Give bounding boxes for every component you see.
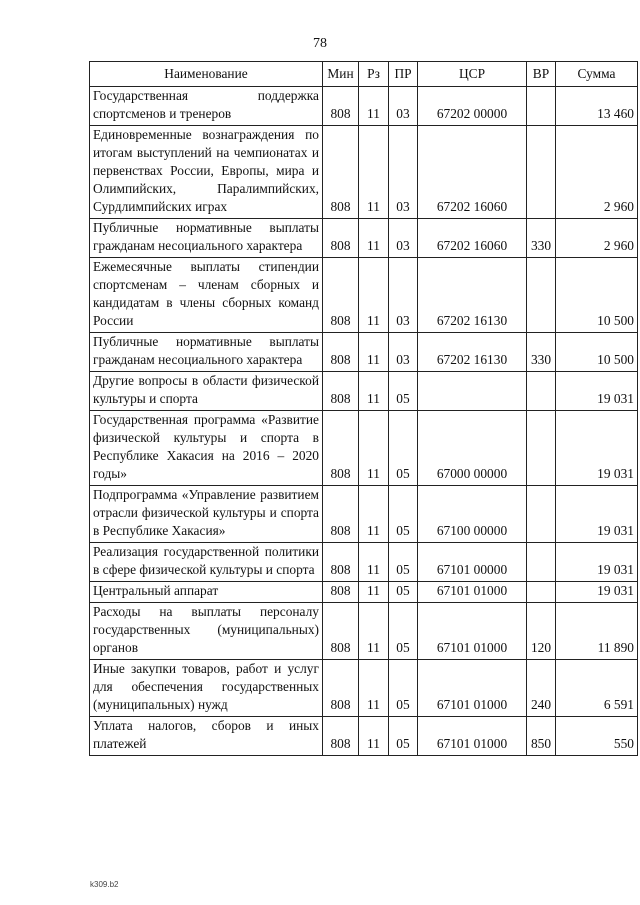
table-header-row [90,62,638,87]
table-body [90,87,638,756]
cell-min: 808 [323,219,359,258]
column-header-min: Мин [323,62,359,87]
table-row [90,372,638,411]
cell-name: Центральный аппарат [90,582,323,603]
table-row [90,219,638,258]
cell-rz: 11 [359,543,389,582]
cell-csr: 67000 00000 [418,411,527,486]
cell-name: Публичные нормативные выплаты гражданам несоциального характера [90,219,323,258]
cell-csr: 67101 01000 [418,603,527,660]
cell-min: 808 [323,660,359,717]
cell-pr: 05 [389,543,418,582]
cell-sum: 2 960 [556,126,638,219]
cell-rz: 11 [359,258,389,333]
cell-csr: 67202 16130 [418,258,527,333]
cell-min: 808 [323,258,359,333]
cell-sum: 19 031 [556,582,638,603]
cell-rz: 11 [359,411,389,486]
cell-vr: 850 [527,717,556,756]
table-row [90,717,638,756]
cell-pr: 05 [389,582,418,603]
cell-vr: 120 [527,603,556,660]
cell-vr [527,543,556,582]
cell-min: 808 [323,543,359,582]
cell-sum: 11 890 [556,603,638,660]
cell-vr: 330 [527,333,556,372]
cell-pr: 05 [389,372,418,411]
cell-csr: 67101 01000 [418,582,527,603]
column-header-rz: Рз [359,62,389,87]
cell-name: Иные закупки товаров, работ и услуг для обеспечения государственных (муниципальных) нужд [90,660,323,717]
cell-rz: 11 [359,87,389,126]
cell-vr [527,258,556,333]
cell-name: Ежемесячные выплаты стипендии спортсменам – членам сборных и кандидатам в члены сборных команд России [90,258,323,333]
cell-vr [527,87,556,126]
cell-sum: 19 031 [556,486,638,543]
table-row [90,582,638,603]
cell-pr: 03 [389,126,418,219]
cell-vr [527,582,556,603]
footer-code: k309.b2 [90,880,119,889]
cell-min: 808 [323,717,359,756]
column-header-name: Наименование [90,62,323,87]
cell-csr: 67202 00000 [418,87,527,126]
cell-sum: 10 500 [556,333,638,372]
cell-pr: 03 [389,333,418,372]
cell-rz: 11 [359,717,389,756]
column-header-sum: Сумма [556,62,638,87]
cell-sum: 2 960 [556,219,638,258]
cell-rz: 11 [359,660,389,717]
cell-min: 808 [323,126,359,219]
cell-pr: 05 [389,486,418,543]
cell-name: Подпрограмма «Управление развитием отрасли физической культуры и спорта в Республике Хакасия» [90,486,323,543]
cell-vr: 240 [527,660,556,717]
page-number: 78 [313,36,327,51]
cell-vr [527,486,556,543]
column-header-vr: ВР [527,62,556,87]
cell-pr: 03 [389,219,418,258]
cell-name: Публичные нормативные выплаты гражданам несоциального характера [90,333,323,372]
column-header-csr: ЦСР [418,62,527,87]
cell-pr: 03 [389,87,418,126]
cell-min: 808 [323,372,359,411]
cell-min: 808 [323,603,359,660]
table-row [90,258,638,333]
cell-rz: 11 [359,126,389,219]
table-row [90,486,638,543]
cell-pr: 05 [389,717,418,756]
cell-sum: 19 031 [556,411,638,486]
budget-table [89,61,638,756]
cell-sum: 19 031 [556,372,638,411]
cell-min: 808 [323,486,359,543]
cell-sum: 19 031 [556,543,638,582]
cell-rz: 11 [359,603,389,660]
cell-name: Расходы на выплаты персоналу государственных (муниципальных) органов [90,603,323,660]
table-row [90,411,638,486]
cell-name: Единовременные вознаграждения по итогам выступлений на чемпионатах и первенствах России, Европы, мира и Олимпийских, Паралимпийских, Сурдлимпийских играх [90,126,323,219]
cell-min: 808 [323,333,359,372]
cell-min: 808 [323,582,359,603]
cell-vr [527,126,556,219]
table-row [90,543,638,582]
cell-sum: 6 591 [556,660,638,717]
table-row [90,126,638,219]
cell-csr: 67202 16130 [418,333,527,372]
cell-csr: 67202 16060 [418,219,527,258]
cell-pr: 05 [389,660,418,717]
cell-pr: 05 [389,603,418,660]
cell-csr: 67100 00000 [418,486,527,543]
cell-rz: 11 [359,219,389,258]
cell-rz: 11 [359,582,389,603]
table-row [90,603,638,660]
cell-rz: 11 [359,486,389,543]
cell-csr: 67101 00000 [418,543,527,582]
cell-name: Реализация государственной политики в сфере физической культуры и спорта [90,543,323,582]
table-row [90,660,638,717]
cell-csr [418,372,527,411]
cell-sum: 550 [556,717,638,756]
cell-vr [527,411,556,486]
cell-csr: 67202 16060 [418,126,527,219]
cell-csr: 67101 01000 [418,717,527,756]
cell-rz: 11 [359,372,389,411]
cell-vr [527,372,556,411]
cell-name: Государственная поддержка спортсменов и тренеров [90,87,323,126]
cell-rz: 11 [359,333,389,372]
cell-name: Уплата налогов, сборов и иных платежей [90,717,323,756]
table-row [90,87,638,126]
cell-sum: 10 500 [556,258,638,333]
column-header-pr: ПР [389,62,418,87]
table-row [90,333,638,372]
cell-name: Другие вопросы в области физической культуры и спорта [90,372,323,411]
cell-name: Государственная программа «Развитие физической культуры и спорта в Республике Хакасия на 2016 – 2020 годы» [90,411,323,486]
cell-min: 808 [323,411,359,486]
cell-vr: 330 [527,219,556,258]
cell-pr: 05 [389,411,418,486]
cell-sum: 13 460 [556,87,638,126]
cell-pr: 03 [389,258,418,333]
cell-min: 808 [323,87,359,126]
cell-csr: 67101 01000 [418,660,527,717]
